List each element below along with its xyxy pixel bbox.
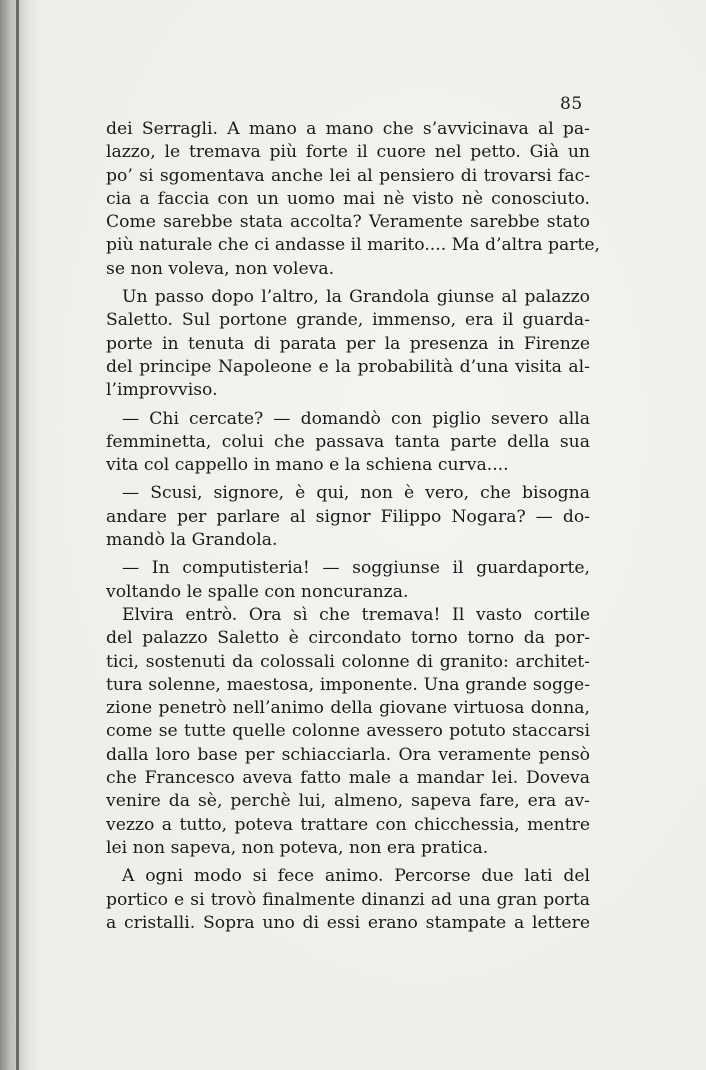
- text-line: porte in tenuta di parata per la presenza in Firenze: [106, 333, 590, 354]
- text-line: — Scusi, signore, è qui, non è vero, che bisogna: [122, 483, 590, 504]
- text-line: — In computisteria! — soggiunse il guardaporte,: [122, 558, 590, 579]
- text-line: più naturale che ci andasse il marito.... Ma d’altra parte,: [106, 235, 601, 256]
- text-line: tura solenne, maestosa, imponente. Una grande sogge-: [106, 674, 590, 695]
- text-line: vita col cappello in mano e la schiena curva....: [106, 455, 509, 476]
- text-line: cia a faccia con un uomo mai nè visto nè conosciuto.: [106, 188, 590, 209]
- text-line: che Francesco aveva fatto male a mandar lei. Doveva: [106, 768, 590, 789]
- text-line: andare per parlare al signor Filippo Nogara? — do-: [106, 506, 590, 527]
- text-line: tici, sostenuti da colossali colonne di granito: architet-: [106, 651, 590, 672]
- paragraph-1: [106, 118, 601, 281]
- text-line: portico e si trovò finalmente dinanzi ad una gran porta: [106, 889, 590, 910]
- text-line: a cristalli. Sopra uno di essi erano stampate a lettere: [106, 912, 590, 933]
- text-line: lei non sapeva, non poteva, non era pratica.: [106, 837, 489, 858]
- page-number: 85: [560, 94, 583, 114]
- text-line: zione penetrò nell’animo della giovane virtuosa donna,: [106, 698, 590, 719]
- binding-edge: [16, 0, 19, 1070]
- text-line: voltando le spalle con noncuranza.: [106, 581, 409, 602]
- text-line: se non voleva, non voleva.: [106, 258, 335, 279]
- body-text: [106, 118, 601, 935]
- text-line: dei Serragli. A mano a mano che s’avvicinava al pa-: [106, 119, 590, 139]
- paragraph-3: [106, 408, 590, 478]
- text-line: femminetta, colui che passava tanta parte della sua: [106, 431, 590, 452]
- text-line: lazzo, le tremava più forte il cuore nel petto. Già un: [106, 142, 590, 163]
- paragraph-6: [106, 604, 590, 860]
- text-line: l’improvviso.: [106, 380, 218, 401]
- text-line: — Chi cercate? — domandò con piglio severo alla: [122, 408, 590, 429]
- text-line: A ogni modo si fece animo. Percorse due lati del: [122, 866, 590, 887]
- text-line: venire da sè, perchè lui, almeno, sapeva fare, era av-: [106, 791, 590, 812]
- text-line: del principe Napoleone e la probabilità d’una visita al-: [106, 356, 590, 377]
- paragraph-7: [106, 865, 590, 935]
- text-line: Saletto. Sul portone grande, immenso, era il guarda-: [106, 310, 590, 331]
- text-line: Elvira entrò. Ora sì che tremava! Il vasto cortile: [122, 604, 590, 625]
- text-line: po’ si sgomentava anche lei al pensiero di trovarsi fac-: [106, 165, 590, 186]
- text-line: dalla loro base per schiacciarla. Ora veramente pensò: [106, 744, 590, 765]
- book-spine-shadow: [0, 0, 40, 1070]
- text-line: del palazzo Saletto è circondato torno torno da por-: [106, 628, 590, 649]
- paragraph-2: [106, 286, 590, 402]
- text-line: vezzo a tutto, poteva trattare con chicchessia, mentre: [106, 814, 590, 835]
- text-line: Un passo dopo l’altro, la Grandola giunse al palazzo: [122, 287, 590, 308]
- text-line: mandò la Grandola.: [106, 530, 278, 551]
- paragraph-4: [106, 482, 590, 552]
- text-line: come se tutte quelle colonne avessero potuto staccarsi: [106, 721, 590, 742]
- text-line: Come sarebbe stata accolta? Veramente sarebbe stato: [106, 212, 590, 233]
- paragraph-5: [106, 557, 590, 604]
